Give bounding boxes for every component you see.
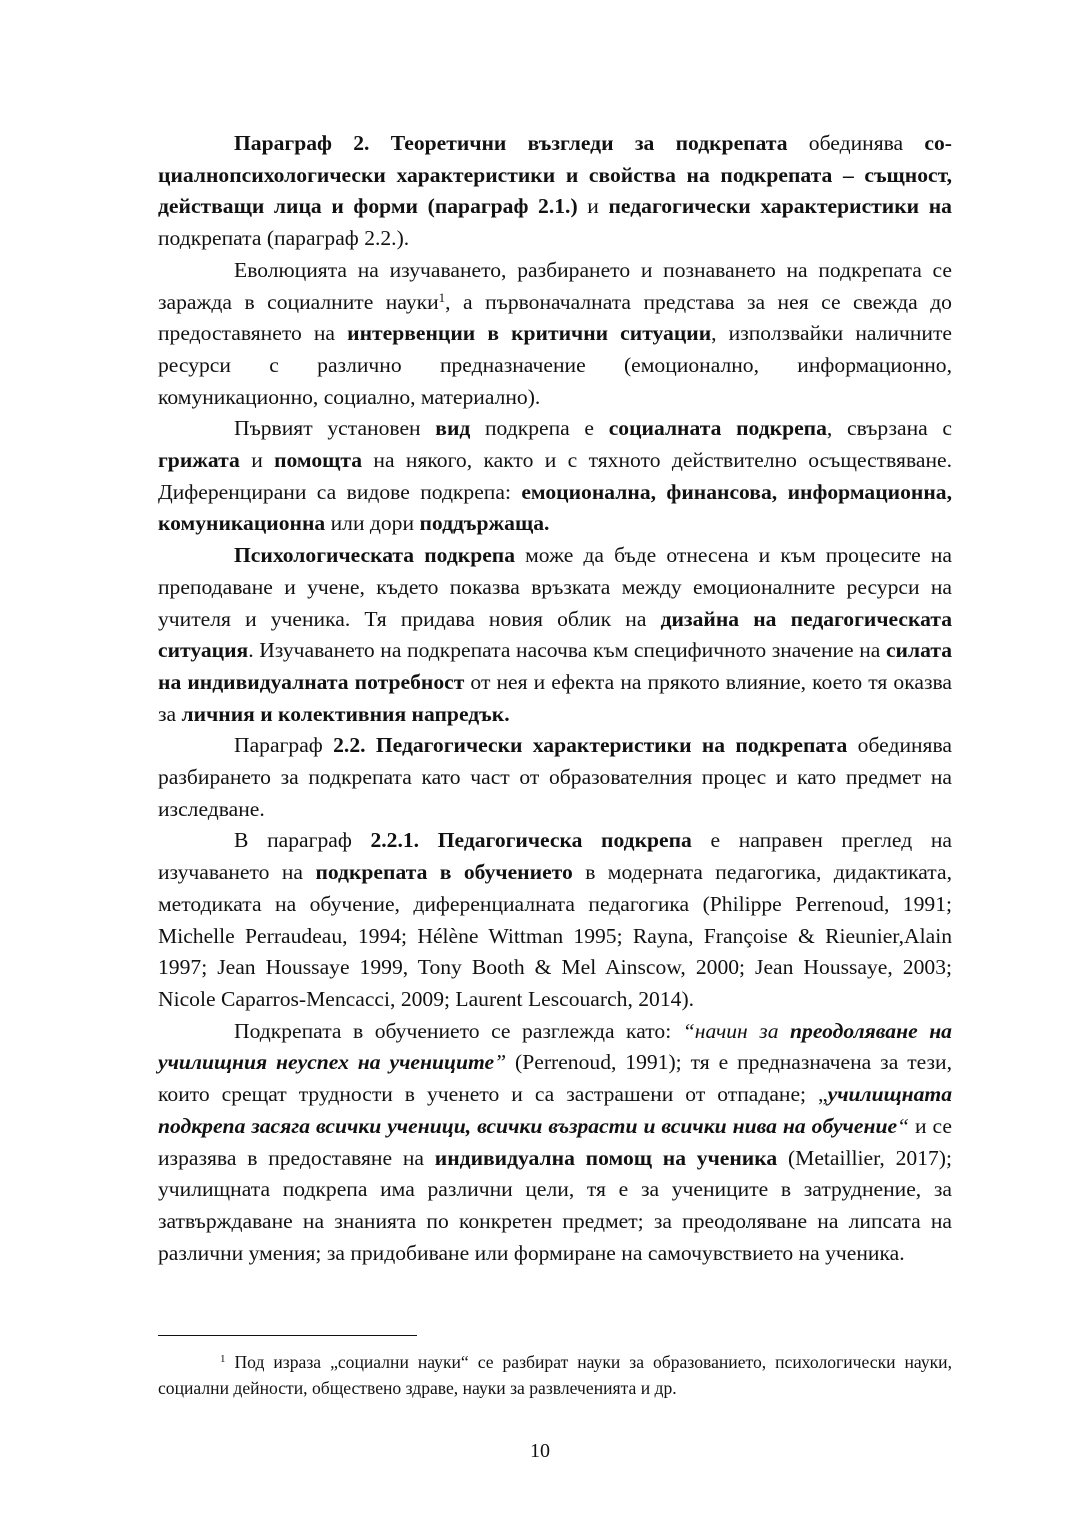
text-run: Психологическата подкрепа (234, 543, 516, 568)
text-run: е направен преглед на изучаването на (158, 828, 952, 885)
text-run: може да бъде отнесена и към процесите на преподаване и учене, където показва връзката между емоционалните ресурси на учителя и ученика. Тя придава новия облик на (158, 543, 953, 631)
paragraph (158, 825, 952, 1015)
text-run: , а първоначалната представа за нея се свежда до предоставянето на (158, 289, 952, 346)
text-run: 2.2. Педагогически характеристики на подкрепата (333, 733, 848, 758)
text-run: , използвайки наличните ресурси с различно предназначение (емоционално, информационно, комуникационно, социално, материално). (158, 321, 952, 409)
text-run: “начин за (682, 1018, 791, 1043)
text-run: личния и колективния напредък. (181, 701, 510, 726)
footnote-reference: 1 (438, 289, 446, 305)
text-run: (Metaillier, 2017); училищната подкрепа има различни цели, тя е за учениците в затруднение, за затвърждаване на знанията по конкретен предмет; за преодоляване на липсата на различни умения; за придобиване или формиране на самочувствието на ученика. (158, 1145, 952, 1265)
paragraph (158, 413, 952, 540)
text-run: педагогически характеристики на (608, 194, 952, 219)
text-run: и се изразява в предоставяне на (158, 1113, 952, 1170)
text-run: и (577, 194, 609, 219)
text-run: или дори (325, 511, 420, 536)
text-run: преодоляване на училищния неуспех на учениците (158, 1018, 952, 1075)
footnote (158, 1349, 952, 1401)
text-run: в модерната педагогика, дидактиката, методиката на обучение, диференциалната педагогика (Philippe Perrenoud, 1991; Michelle Perraudeau, 1994; Hélène Wittman 1995; Rayna, Françoise & Rieunier,Alain 1997; Jean Houssaye 1999, Tony Booth & Mel Ainscow, 2000; Jean Houssaye, 2003; Nicole Caparros-Mencacci, 2009; Laurent Lescouarch, 2014). (158, 860, 952, 1011)
text-run: социалнопсихологически характеристики и свойства на подкрепата – същност, действащи лица и форми (параграф 2.1.) (158, 131, 952, 219)
text-run: от нея и ефекта на прякото влияние, което тя оказва за (158, 669, 953, 726)
text-run: силата на индивидуалната потребност (158, 638, 952, 694)
text-run: индивидуална помощ на ученика (434, 1145, 778, 1170)
text-run: обединява разбирането за подкрепата като част от образователния процес и като предмет на изследване. (158, 733, 952, 821)
paragraph (158, 540, 952, 730)
text-run: грижата (158, 448, 240, 473)
text-run: Параграф 2. Теоретични възгледи за подкрепата (234, 131, 788, 155)
paragraph (158, 128, 952, 255)
text-run: дизайна на педагогическата ситуация (158, 606, 952, 663)
paragraph (158, 1016, 952, 1270)
text-run: емоционална, финансова, информационна, комуникационна (158, 479, 952, 536)
text-run: интервенции в критични ситуации (347, 321, 712, 346)
text-run: “ (897, 1113, 910, 1138)
text-run: поддържаща. (419, 511, 550, 536)
text-run: подкрепа е (470, 416, 609, 441)
text-run: на някого, както и с тяхното действително осъществяване. Диференцирани са видове подкрепа: (158, 448, 952, 504)
footnote-text (158, 1349, 952, 1401)
text-run: социалната подкрепа (608, 416, 827, 441)
text-run: училищната подкрепа засяга всички ученици, всички възрасти и всички нива на обучение (158, 1082, 952, 1138)
paragraph (158, 730, 952, 825)
text-run: 2.2.1. Педагогическа подкрепа (370, 828, 692, 853)
text-run: В параграф (234, 828, 371, 853)
text-run: Подкрепата в обучението се разглежда като: (234, 1018, 683, 1043)
text-run: подкрепата (параграф 2.2.). (158, 226, 410, 251)
footnote-marker: 1 (220, 1353, 226, 1365)
text-run: Параграф (234, 733, 334, 758)
page-number: 10 (530, 1440, 550, 1462)
text-run: . Изучаването на подкрепата насочва към специфичното значение на (248, 638, 886, 663)
paragraph (158, 255, 952, 414)
text-run: вид (435, 416, 471, 441)
text-run: и (239, 448, 275, 473)
main-text (158, 128, 952, 1269)
footnote-body: Под израза „социални науки“ се разбират науки за образованието, психологически науки, социални дейности, обществено здраве, науки за развлеченията и др. (158, 1352, 952, 1398)
text-run: , свързана с (826, 416, 952, 441)
text-run: помощта (274, 448, 363, 473)
text-run: подкрепата в обучението (315, 860, 573, 885)
footnote-separator (158, 1335, 417, 1336)
text-run: (Perrenoud, 1991); тя е предназначена за тези, които срещат трудности в ученето и са застрашени от отпадане; „ (158, 1050, 952, 1107)
text-run: обединява (787, 131, 925, 155)
text-run: Първият установен (234, 416, 436, 441)
text-run: Еволюцията на изучаването, разбирането и познаването на подкрепата се заражда в социалните науки (158, 257, 952, 314)
text-run: ” (494, 1050, 507, 1075)
